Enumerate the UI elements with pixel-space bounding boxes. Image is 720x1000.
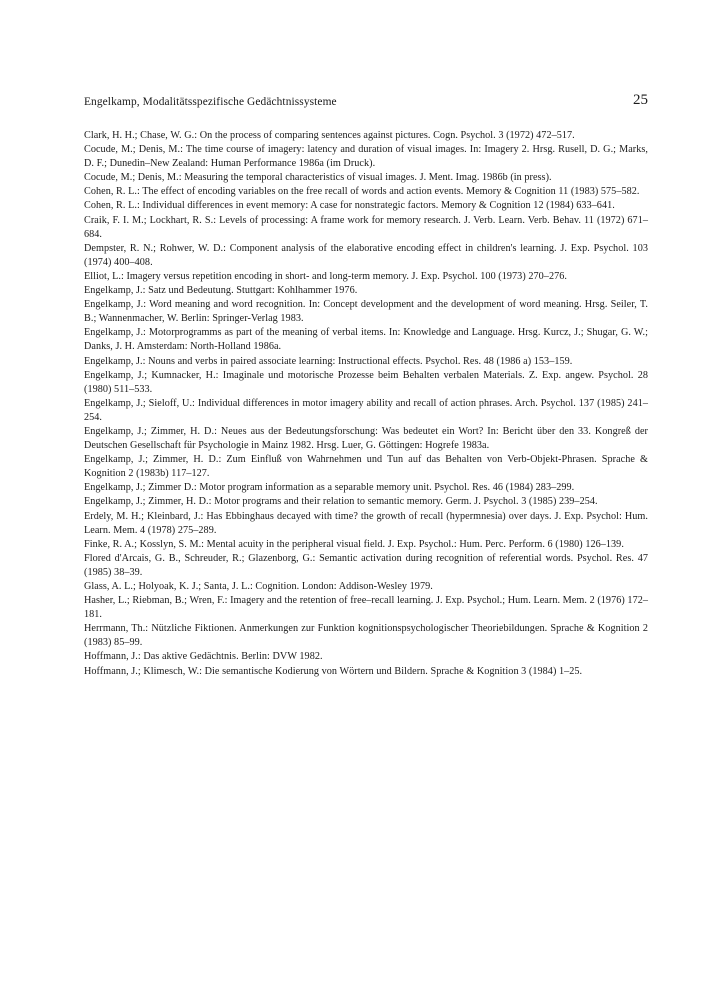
reference-item: Cohen, R. L.: The effect of encoding variables on the free recall of words and action events. Memory & Cognition 11 (1983) 575–582.	[84, 186, 640, 198]
running-header	[84, 94, 648, 114]
reference-item: Clark, H. H.; Chase, W. G.: On the process of comparing sentences against pictures. Cogn. Psychol. 3 (1972) 472–517.	[84, 130, 575, 141]
reference-item: Engelkamp, J.; Zimmer D.: Motor program information as a separable memory unit. Psychol. Res. 46 (1984) 283–299.	[84, 482, 575, 494]
reference-item: Engelkamp, J.; Zimmer, H. D.: Neues aus der Bedeutungsforschung: Was bedeutet ein Wort? In: Bericht über den 33. Kongreß der Deutschen Gesellschaft für Psychologie in Mainz 1982. Hrsg. Luer, G. Göttingen: Hogrefe 1983a.	[84, 425, 648, 452]
reference-item: Hoffmann, J.; Klimesch, W.: Die semantische Kodierung von Wörtern und Bildern. Sprache & Kognition 3 (1984) 1–25.	[84, 665, 583, 677]
reference-item: Hoffmann, J.: Das aktive Gedächtnis. Berlin: DVW 1982.	[84, 651, 323, 663]
reference-item: Flored d'Arcais, G. B., Schreuder, R.; Glazenborg, G.: Semantic activation during recognition of referential words. Psychol. Res. 47 (1985) 38–39.	[84, 552, 648, 578]
reference-item: Engelkamp, J.; Zimmer, H. D.: Zum Einfluß von Wahrnehmen und Tun auf das Behalten von Verb-Objekt-Phrasen. Sprache & Kognition 2 (1983b) 117–127.	[84, 454, 648, 480]
reference-item: Engelkamp, J.: Motorprogramms as part of the meaning of verbal items. In: Knowledge and Language. Hrsg. Kurcz, J.; Shugar, G. W.; Danks, J. H. Amsterdam: North-Holland 1986a.	[84, 327, 648, 353]
reference-item: Engelkamp, J.: Nouns and verbs in paired associate learning: Instructional effects. Psychol. Res. 48 (1986 a) 153–159.	[84, 355, 573, 367]
reference-item: Hasher, L.; Riebman, B.; Wren, F.: Imagery and the retention of free–recall learning. J. Exp. Psychol.; Hum. Learn. Mem. 2 (1976) 172–181.	[84, 595, 648, 621]
page-number: 25	[633, 92, 648, 108]
reference-item: Erdely, M. H.; Kleinbard, J.: Has Ebbinghaus decayed with time? the growth of recall (hypermnesia) over days. J. Exp. Psychol: Hum. Learn. Mem. 4 (1978) 275–289.	[84, 510, 648, 536]
reference-item: Dempster, R. N.; Rohwer, W. D.: Component analysis of the elaborative encoding effect in children's learning. J. Exp. Psychol. 103 (1974) 400–408.	[84, 242, 648, 268]
reference-list	[84, 129, 648, 679]
reference-item: Cohen, R. L.: Individual differences in event memory: A case for nonstrategic factors. Memory & Cognition 12 (1984) 633–641.	[84, 200, 615, 212]
reference-item: Finke, R. A.; Kosslyn, S. M.: Mental acuity in the peripheral visual field. J. Exp. Psychol.: Hum. Perc. Perform. 6 (1980) 126–139.	[84, 538, 624, 550]
reference-item: Glass, A. L.; Holyoak, K. J.; Santa, J. L.: Cognition. London: Addison-Wesley 1979.	[84, 581, 433, 592]
reference-item: Craik, F. I. M.; Lockhart, R. S.: Levels of processing: A frame work for memory research. J. Verb. Learn. Verb. Behav. 11 (1972) 671–684.	[84, 214, 648, 240]
reference-item: Engelkamp, J.: Satz und Bedeutung. Stuttgart: Kohlhammer 1976.	[84, 285, 358, 297]
reference-item: Cocude, M.; Denis, M.: Measuring the temporal characteristics of visual images. J. Ment. Imag. 1986b (in press).	[84, 172, 552, 184]
reference-item: Engelkamp, J.: Word meaning and word recognition. In: Concept development and the development of word meaning. Hrsg. Seiler, T. B.; Wannenmacher, W. Berlin: Springer-Verlag 1983.	[84, 299, 648, 325]
reference-item: Engelkamp, J.; Sieloff, U.: Individual differences in motor imagery ability and recall of action phrases. Arch. Psychol. 137 (1985) 241–254.	[84, 397, 648, 423]
reference-item: Cocude, M.; Denis, M.: The time course of imagery: latency and duration of visual images. In: Imagery 2. Hrsg. Rusell, D. G.; Marks, D. F.; Dunedin–New Zealand: Human Performance 1986a (im Druck).	[84, 144, 648, 170]
reference-item: Herrmann, Th.: Nützliche Fiktionen. Anmerkungen zur Funktion kognitionspsychologischer Theoriebildungen. Sprache & Kognition 2 (1983) 85–99.	[84, 623, 648, 649]
header-title: Engelkamp, Modalitätsspezifische Gedächtnissysteme	[84, 96, 337, 108]
reference-item: Engelkamp, J.; Kumnacker, H.: Imaginale und motorische Prozesse beim Behalten verbalen Materials. Z. Exp. angew. Psychol. 28 (1980) 511–533.	[84, 369, 648, 395]
reference-item: Engelkamp, J.; Zimmer, H. D.: Motor programs and their relation to semantic memory. Germ. J. Psychol. 3 (1985) 239–254.	[84, 496, 598, 508]
reference-item: Elliot, L.: Imagery versus repetition encoding in short- and long-term memory. J. Exp. Psychol. 100 (1973) 270–276.	[84, 270, 567, 282]
